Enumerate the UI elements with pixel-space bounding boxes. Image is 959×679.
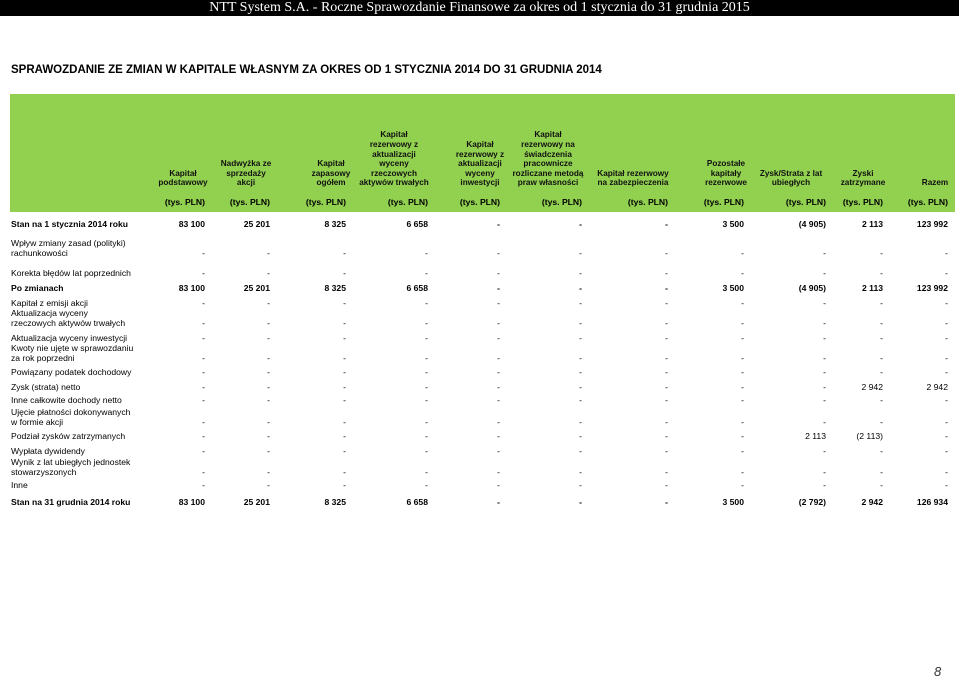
row-label: Stan na 1 stycznia 2014 roku: [11, 219, 129, 229]
unit-label: (tys. PLN): [164, 197, 205, 207]
table-cell: -: [202, 431, 205, 441]
table-cell: -: [741, 367, 744, 377]
table-cell: -: [880, 318, 883, 328]
table-cell: -: [202, 467, 205, 477]
table-row: [11, 457, 951, 477]
table-cell: -: [497, 497, 500, 507]
table-row: [11, 333, 951, 343]
table-cell: -: [425, 248, 428, 258]
table-cell: -: [202, 417, 205, 427]
table-cell: 8 325: [324, 497, 346, 507]
table-row: [11, 382, 951, 392]
table-cell: 3 500: [722, 497, 744, 507]
table-cell: -: [579, 367, 582, 377]
row-label: Inne: [11, 480, 28, 490]
table-cell: -: [343, 382, 346, 392]
table-cell: -: [945, 333, 948, 343]
unit-label: (tys. PLN): [842, 197, 883, 207]
table-cell: -: [741, 382, 744, 392]
table-cell: (2 792): [798, 497, 826, 507]
statement-title: SPRAWOZDANIE ZE ZMIAN W KAPITALE WŁASNYM ZA OKRES OD 1 STYCZNIA 2014 DO 31 GRUDNIA 2014: [11, 64, 602, 76]
table-cell: -: [665, 417, 668, 427]
table-cell: -: [267, 446, 270, 456]
table-cell: -: [343, 248, 346, 258]
table-cell: -: [267, 382, 270, 392]
table-cell: -: [741, 318, 744, 328]
table-cell: -: [343, 298, 346, 308]
table-cell: -: [497, 283, 500, 293]
table-cell: -: [579, 382, 582, 392]
row-label: Kapitał z emisji akcji: [11, 298, 88, 308]
table-cell: -: [497, 467, 500, 477]
table-row: [11, 283, 951, 293]
table-cell: -: [343, 467, 346, 477]
table-cell: (4 905): [798, 283, 826, 293]
row-label: Wynik z lat ubiegłych jednostek stowarzyszonych: [11, 457, 131, 477]
row-label: Aktualizacja wyceny rzeczowych aktywów trwałych: [11, 308, 126, 328]
table-row: [11, 395, 951, 405]
table-cell: -: [945, 417, 948, 427]
table-cell: -: [497, 446, 500, 456]
row-label: Inne całkowite dochody netto: [11, 395, 122, 405]
table-cell: -: [579, 283, 582, 293]
table-cell: -: [497, 219, 500, 229]
table-row: [11, 446, 951, 456]
table-cell: -: [741, 353, 744, 363]
table-cell: -: [579, 497, 582, 507]
table-cell: -: [665, 467, 668, 477]
table-cell: 123 992: [916, 219, 948, 229]
table-cell: -: [343, 367, 346, 377]
table-cell: -: [425, 318, 428, 328]
column-header: Kapitał rezerwowy z aktualizacji wyceny inwestycji: [455, 140, 505, 188]
table-cell: -: [267, 353, 270, 363]
table-cell: -: [267, 431, 270, 441]
table-cell: -: [343, 431, 346, 441]
table-row: [11, 367, 951, 377]
table-cell: -: [497, 395, 500, 405]
table-cell: -: [945, 248, 948, 258]
table-cell: -: [425, 417, 428, 427]
table-cell: -: [425, 382, 428, 392]
table-cell: -: [945, 367, 948, 377]
table-cell: -: [741, 431, 744, 441]
unit-label: (tys. PLN): [703, 197, 744, 207]
row-label: Wpływ zmiany zasad (polityki) rachunkowości: [11, 238, 126, 258]
table-cell: -: [267, 480, 270, 490]
unit-label: (tys. PLN): [459, 197, 500, 207]
table-cell: (2 113): [856, 431, 883, 441]
table-cell: -: [425, 367, 428, 377]
table-cell: -: [202, 395, 205, 405]
table-cell: 83 100: [178, 283, 205, 293]
table-cell: -: [665, 219, 668, 229]
table-cell: 6 658: [406, 497, 428, 507]
table-cell: -: [343, 333, 346, 343]
table-cell: -: [202, 298, 205, 308]
row-label: Wypłata dywidendy: [11, 446, 85, 456]
table-cell: -: [202, 367, 205, 377]
table-row: [11, 343, 951, 363]
row-label: Kwoty nie ujęte w sprawozdaniu za rok poprzedni: [11, 343, 134, 363]
table-row: [11, 238, 951, 258]
row-label: Korekta błędów lat poprzednich: [11, 268, 131, 278]
table-cell: -: [945, 480, 948, 490]
table-cell: -: [425, 353, 428, 363]
table-cell: -: [202, 268, 205, 278]
table-cell: -: [343, 395, 346, 405]
table-cell: -: [267, 248, 270, 258]
table-cell: -: [579, 268, 582, 278]
table-cell: 2 113: [805, 431, 826, 441]
column-header: Zysk/Strata z lat ubiegłych: [759, 168, 823, 188]
table-cell: -: [823, 417, 826, 427]
table-cell: -: [945, 395, 948, 405]
table-cell: -: [343, 480, 346, 490]
table-cell: -: [267, 268, 270, 278]
table-cell: -: [880, 268, 883, 278]
table-cell: -: [665, 367, 668, 377]
table-cell: -: [343, 268, 346, 278]
table-cell: -: [665, 248, 668, 258]
table-cell: -: [497, 367, 500, 377]
table-cell: -: [945, 467, 948, 477]
unit-label: (tys. PLN): [627, 197, 668, 207]
table-row: [11, 219, 951, 229]
table-cell: -: [880, 417, 883, 427]
table-cell: -: [665, 497, 668, 507]
table-cell: -: [579, 318, 582, 328]
table-cell: -: [497, 248, 500, 258]
table-cell: -: [665, 431, 668, 441]
column-header: Pozostałe kapitały rezerwowe: [705, 159, 747, 188]
table-cell: -: [202, 480, 205, 490]
table-cell: 8 325: [324, 219, 346, 229]
table-cell: -: [880, 353, 883, 363]
table-cell: -: [267, 467, 270, 477]
table-cell: -: [267, 318, 270, 328]
table-cell: -: [665, 353, 668, 363]
table-cell: -: [202, 382, 205, 392]
table-cell: -: [823, 318, 826, 328]
table-cell: -: [741, 480, 744, 490]
table-cell: 8 325: [324, 283, 346, 293]
table-cell: 6 658: [406, 219, 428, 229]
table-cell: -: [267, 417, 270, 427]
table-cell: 83 100: [178, 497, 205, 507]
table-cell: -: [741, 417, 744, 427]
table-cell: 6 658: [406, 283, 428, 293]
table-cell: -: [741, 248, 744, 258]
column-header: Kapitał rezerwowy z aktualizacji wyceny rzeczowych aktywów trwałych: [359, 130, 429, 188]
column-header: Zyski zatrzymane: [840, 168, 886, 188]
table-cell: -: [425, 298, 428, 308]
table-cell: -: [880, 395, 883, 405]
table-row: [11, 407, 951, 427]
table-cell: -: [945, 298, 948, 308]
unit-label: (tys. PLN): [785, 197, 826, 207]
table-cell: -: [579, 480, 582, 490]
column-header: Kapitał podstawowy: [158, 168, 208, 188]
table-cell: 126 934: [916, 497, 948, 507]
table-cell: -: [665, 446, 668, 456]
table-cell: -: [823, 467, 826, 477]
table-row: [11, 497, 951, 507]
table-cell: -: [880, 446, 883, 456]
table-row: [11, 480, 951, 490]
table-cell: -: [880, 480, 883, 490]
table-cell: -: [741, 467, 744, 477]
table-cell: -: [823, 395, 826, 405]
table-cell: -: [202, 446, 205, 456]
table-cell: 83 100: [178, 219, 205, 229]
table-cell: -: [425, 333, 428, 343]
table-cell: (4 905): [798, 219, 826, 229]
table-cell: -: [741, 298, 744, 308]
table-cell: -: [497, 268, 500, 278]
table-cell: -: [343, 353, 346, 363]
table-cell: -: [497, 431, 500, 441]
table-cell: -: [665, 318, 668, 328]
row-label: Podział zysków zatrzymanych: [11, 431, 126, 441]
table-cell: -: [579, 446, 582, 456]
column-header: Razem: [921, 178, 949, 188]
table-cell: -: [665, 395, 668, 405]
unit-label: (tys. PLN): [541, 197, 582, 207]
table-cell: -: [202, 333, 205, 343]
row-label: Po zmianach: [11, 283, 64, 293]
table-cell: -: [343, 318, 346, 328]
table-cell: -: [202, 318, 205, 328]
table-cell: -: [823, 268, 826, 278]
row-label: Powiązany podatek dochodowy: [11, 367, 132, 377]
table-cell: -: [741, 446, 744, 456]
table-cell: -: [880, 298, 883, 308]
table-cell: -: [425, 431, 428, 441]
table-cell: -: [945, 318, 948, 328]
table-cell: -: [579, 467, 582, 477]
table-cell: -: [823, 333, 826, 343]
table-cell: 2 113: [861, 219, 883, 229]
table-cell: -: [823, 367, 826, 377]
table-cell: -: [880, 248, 883, 258]
table-cell: 2 942: [861, 382, 883, 392]
table-row: [11, 308, 951, 328]
table-cell: -: [945, 353, 948, 363]
table-cell: 25 201: [243, 497, 270, 507]
table-cell: -: [267, 298, 270, 308]
table-cell: -: [823, 353, 826, 363]
table-cell: -: [497, 480, 500, 490]
unit-label: (tys. PLN): [387, 197, 428, 207]
table-cell: -: [267, 395, 270, 405]
table-cell: 3 500: [722, 219, 744, 229]
table-cell: -: [945, 431, 948, 441]
row-label: Zysk (strata) netto: [11, 382, 81, 392]
table-cell: 25 201: [243, 219, 270, 229]
table-cell: -: [741, 268, 744, 278]
table-row: [11, 298, 951, 308]
column-header: Kapitał rezerwowy na zabezpieczenia: [597, 168, 669, 188]
table-cell: -: [579, 333, 582, 343]
table-cell: -: [579, 431, 582, 441]
table-cell: -: [497, 333, 500, 343]
table-cell: -: [343, 446, 346, 456]
table-cell: -: [665, 480, 668, 490]
table-cell: -: [741, 395, 744, 405]
table-cell: -: [741, 333, 744, 343]
table-cell: -: [425, 467, 428, 477]
table-cell: 123 992: [916, 283, 948, 293]
column-header: Nadwyżka ze sprzedaży akcji: [220, 159, 272, 188]
table-cell: -: [823, 446, 826, 456]
table-cell: -: [665, 283, 668, 293]
table-cell: -: [665, 298, 668, 308]
unit-label: (tys. PLN): [305, 197, 346, 207]
table-cell: -: [497, 353, 500, 363]
row-label: Aktualizacja wyceny inwestycji: [11, 333, 128, 343]
unit-label: (tys. PLN): [229, 197, 270, 207]
row-label: Stan na 31 grudnia 2014 roku: [11, 497, 131, 507]
table-cell: -: [425, 446, 428, 456]
table-cell: -: [425, 268, 428, 278]
table-row: [11, 268, 951, 278]
table-cell: -: [823, 480, 826, 490]
table-cell: -: [497, 318, 500, 328]
table-cell: -: [267, 367, 270, 377]
table-cell: 25 201: [243, 283, 270, 293]
table-cell: -: [579, 353, 582, 363]
table-cell: -: [202, 248, 205, 258]
table-cell: -: [579, 248, 582, 258]
table-cell: 2 113: [861, 283, 883, 293]
table-cell: -: [880, 367, 883, 377]
table-cell: -: [497, 298, 500, 308]
table-cell: -: [579, 395, 582, 405]
page-number: 8: [934, 664, 942, 679]
table-cell: -: [579, 417, 582, 427]
column-header: Kapitał zapasowy ogółem: [311, 159, 351, 188]
table-cell: -: [823, 248, 826, 258]
table-cell: -: [497, 417, 500, 427]
table-cell: -: [267, 333, 270, 343]
table-cell: -: [945, 268, 948, 278]
table-cell: -: [823, 382, 826, 392]
table-cell: 3 500: [722, 283, 744, 293]
table-cell: -: [665, 382, 668, 392]
table-cell: -: [880, 333, 883, 343]
table-cell: -: [579, 219, 582, 229]
unit-label: (tys. PLN): [907, 197, 948, 207]
table-cell: -: [665, 333, 668, 343]
table-cell: -: [665, 268, 668, 278]
table-cell: -: [343, 417, 346, 427]
table-cell: 2 942: [926, 382, 948, 392]
column-header: Kapitał rezerwowy na świadczenia pracownicze rozliczane metodą praw własności: [512, 130, 584, 188]
table-cell: -: [497, 382, 500, 392]
table-cell: -: [880, 467, 883, 477]
table-cell: 2 942: [861, 497, 883, 507]
table-cell: -: [945, 446, 948, 456]
table-cell: -: [425, 395, 428, 405]
table-cell: -: [823, 298, 826, 308]
row-label: Ujęcie płatności dokonywanych w formie akcji: [11, 407, 131, 427]
table-cell: -: [425, 480, 428, 490]
document-header: NTT System S.A. - Roczne Sprawozdanie Finansowe za okres od 1 stycznia do 31 grudnia 2015: [209, 0, 750, 15]
table-row: [11, 431, 951, 441]
table-cell: -: [202, 353, 205, 363]
table-cell: -: [579, 298, 582, 308]
